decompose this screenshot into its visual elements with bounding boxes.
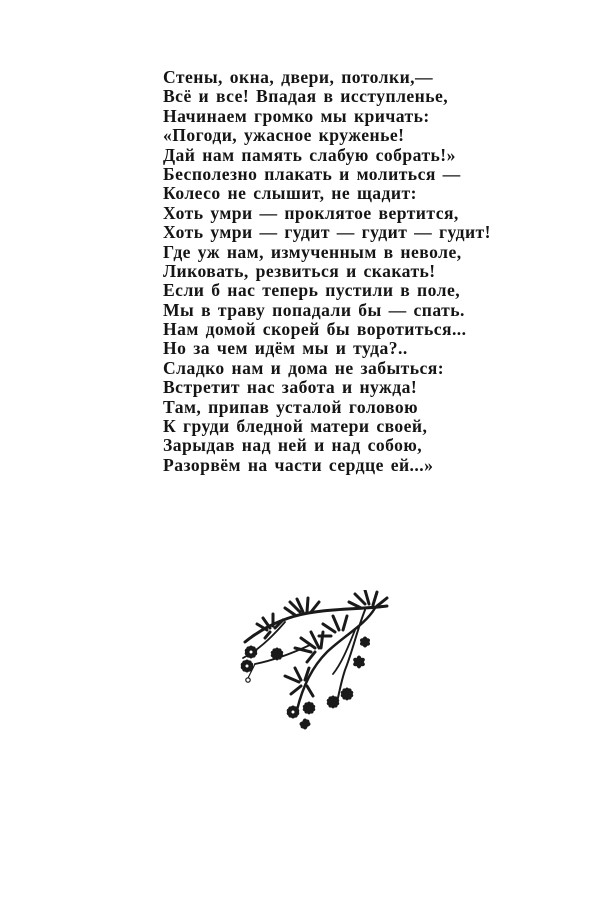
poem-line: Мы в траву попадали бы — спать.: [163, 299, 465, 320]
poem-line: Стены, окна, двери, потолки,—: [163, 67, 434, 87]
poem-line: Встретит нас забота и нужда!: [163, 377, 418, 398]
poem-line: Хоть умри — проклятое вертится,: [163, 202, 459, 223]
poem-line: Начинаем громко мы кричать:: [163, 105, 430, 126]
poem-line: Всё и все! Впадая в исступленье,: [163, 86, 449, 107]
poem-line: Зарыдав над ней и над собою,: [163, 435, 423, 456]
poem-line: Ликовать, резвиться и скакать!: [163, 260, 436, 281]
poem-line: К груди бледной матери своей,: [163, 416, 428, 437]
poem-line: «Погоди, ужасное круженье!: [163, 125, 405, 146]
poem-line: Колесо не слышит, не щадит:: [163, 183, 417, 204]
poem-line: Где уж нам, измученным в неволе,: [163, 241, 462, 262]
poem-line: Дай нам память слабую собрать!»: [163, 144, 456, 165]
flowering-branch-icon: [215, 590, 395, 730]
poem-line: Нам домой скорей бы воротиться...: [163, 319, 467, 340]
poem-line: Там, припав усталой головою: [163, 396, 418, 417]
poem-line: Хоть умри — гудит — гудит — гудит!: [163, 222, 491, 243]
poem-line: Сладко нам и дома не забыться:: [163, 357, 445, 378]
poem-line: Бесполезно плакать и молиться —: [163, 163, 461, 184]
poem-line: Разорвём на части сердце ей...»: [163, 454, 434, 475]
poem-line: Если б нас теперь пустили в поле,: [163, 280, 461, 301]
poem-line: Но за чем идём мы и туда?..: [163, 338, 408, 359]
poem-text: [163, 68, 491, 475]
